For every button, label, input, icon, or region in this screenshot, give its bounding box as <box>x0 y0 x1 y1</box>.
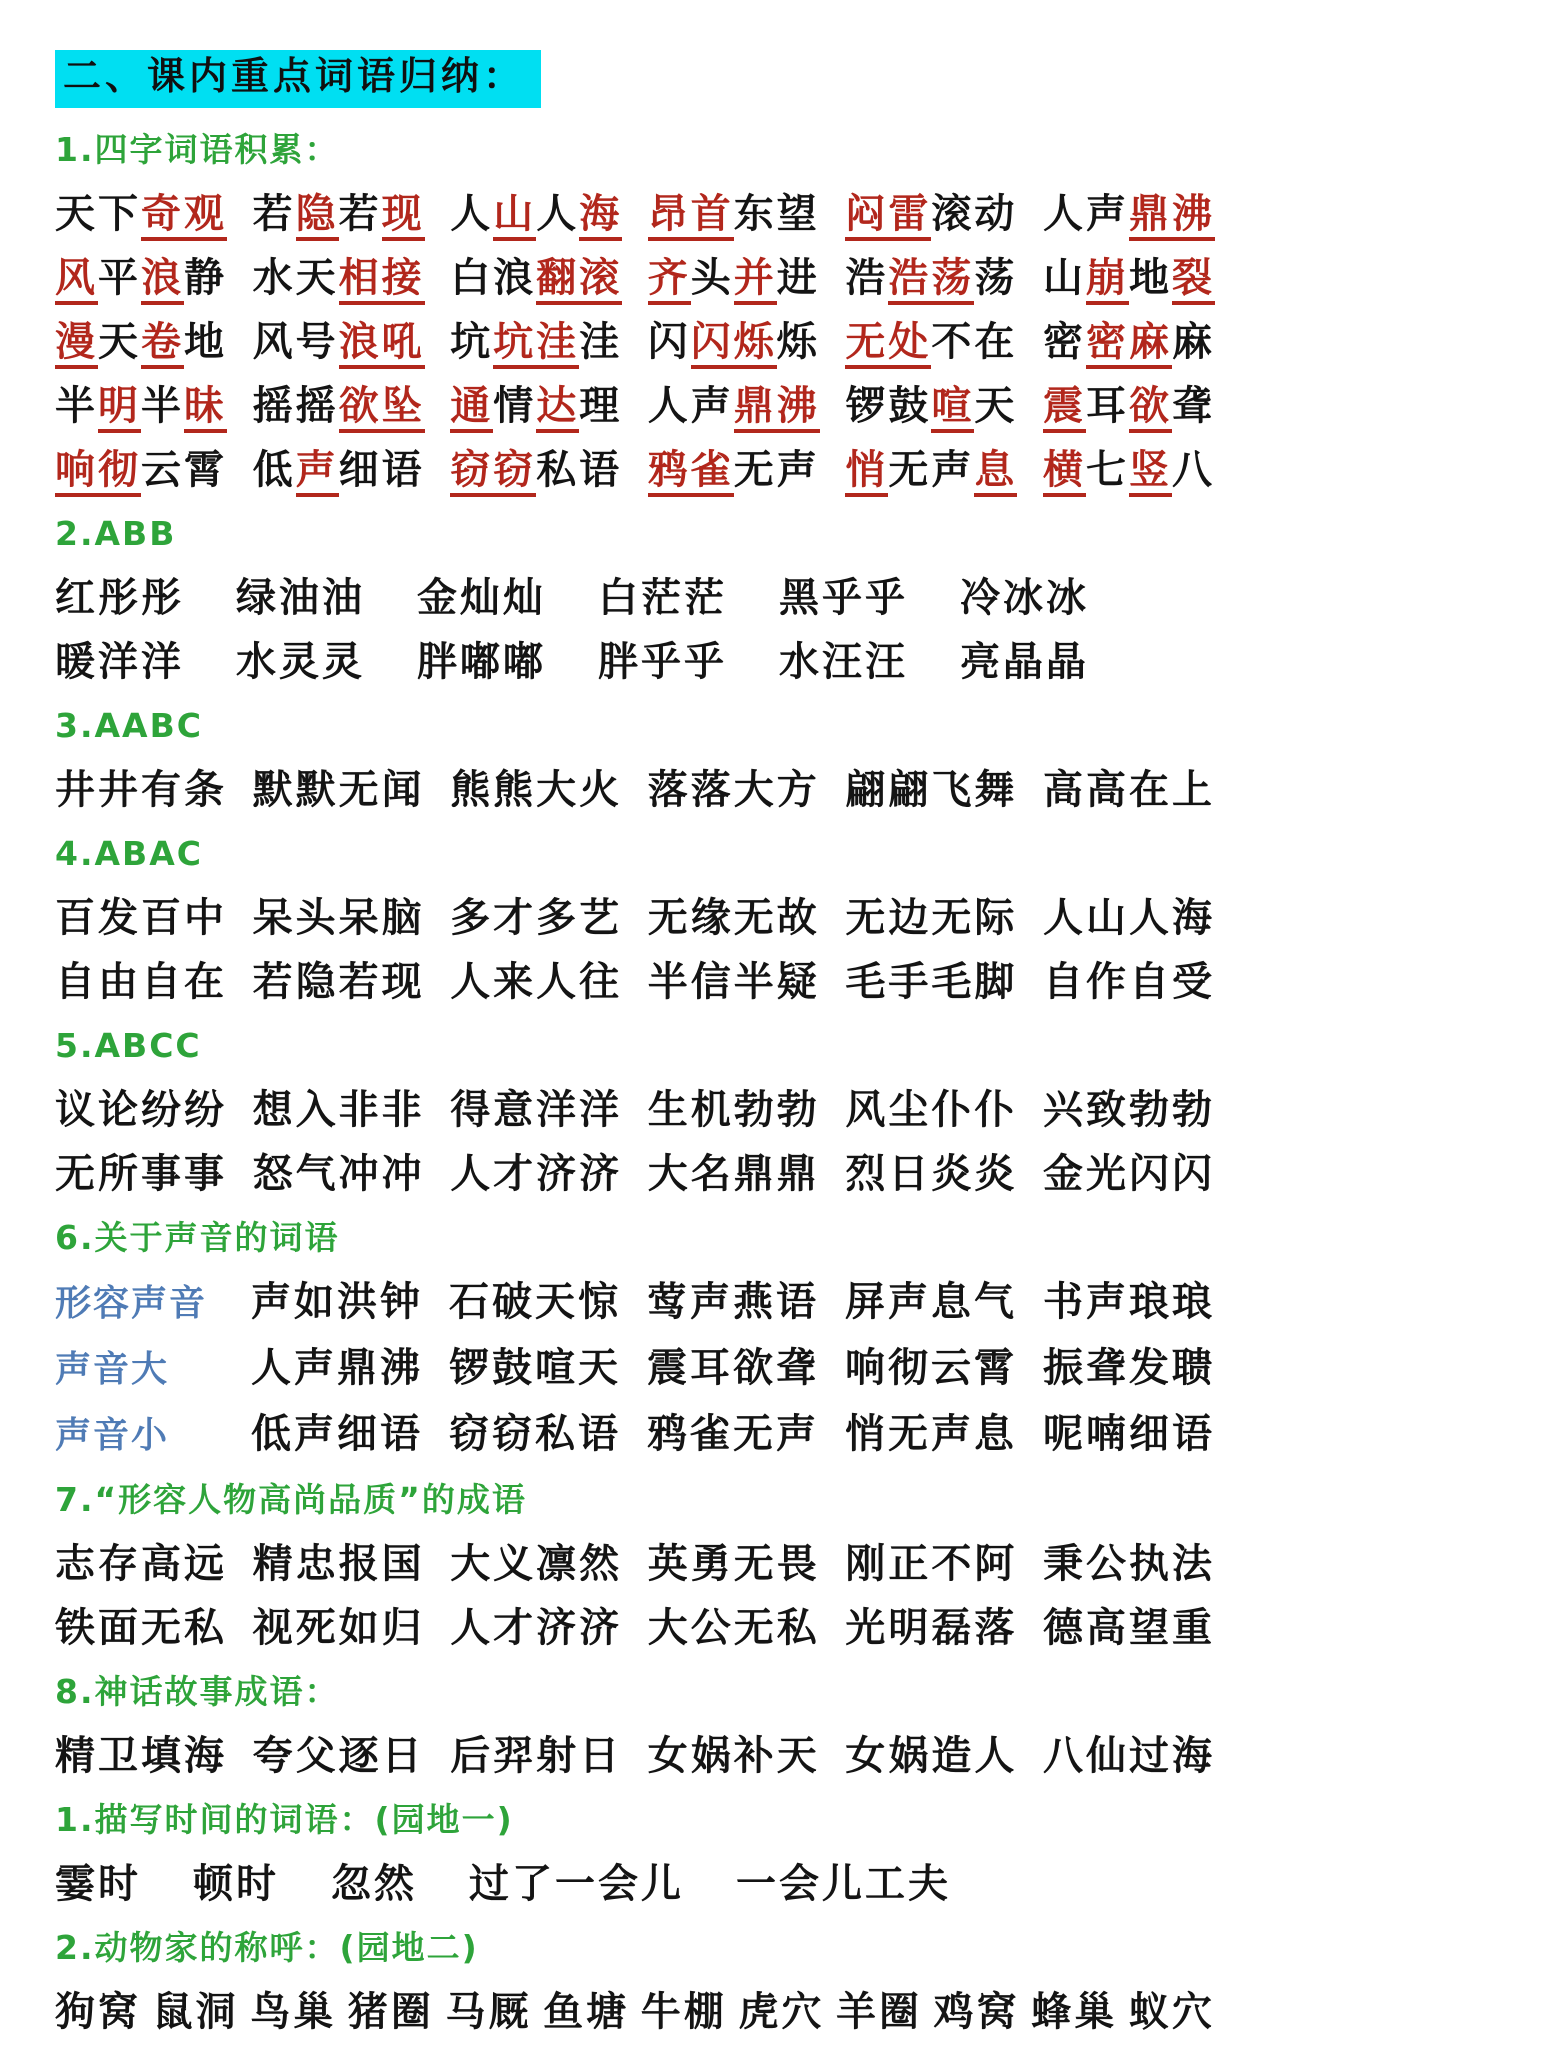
marked-character: 声 <box>296 447 339 497</box>
word: 虎穴 <box>738 1988 825 2035</box>
plain-character: 摇摇 <box>252 382 339 429</box>
word: 霎时 <box>55 1860 141 1907</box>
word <box>450 182 622 246</box>
plain-character: 坑 <box>450 318 494 365</box>
abcc-row <box>55 1078 1215 1142</box>
word: 震耳欲聋 <box>647 1344 819 1391</box>
word: 马厩 <box>445 1988 532 2035</box>
marked-character: 竖 <box>1129 447 1172 497</box>
word: 女娲补天 <box>647 1732 820 1779</box>
words-area <box>251 1336 1215 1400</box>
marked-character: 息 <box>974 447 1017 497</box>
word: 呆头呆脑 <box>252 894 425 941</box>
words-area <box>251 1402 1215 1466</box>
word: 人声鼎沸 <box>251 1344 423 1391</box>
plain-character: 闪 <box>647 318 691 365</box>
word <box>55 438 227 502</box>
word: 人才济济 <box>450 1604 623 1651</box>
word <box>253 246 425 310</box>
page-title: 二、课内重点词语归纳： <box>55 50 541 108</box>
word: 精卫填海 <box>55 1732 227 1779</box>
word <box>845 246 1017 310</box>
word: 秉公执法 <box>1042 1540 1215 1587</box>
word <box>648 246 820 310</box>
word: 高高在上 <box>1042 766 1215 813</box>
plain-character: 云霄 <box>141 446 227 493</box>
marked-character: 窃窃 <box>450 447 536 497</box>
word: 人山人海 <box>1042 894 1215 941</box>
word: 窃窃私语 <box>449 1410 621 1457</box>
word <box>55 182 227 246</box>
plain-character: 天 <box>98 318 141 365</box>
word: 呢喃细语 <box>1043 1410 1215 1457</box>
word: 顿时 <box>193 1860 279 1907</box>
marked-character: 隐 <box>296 191 339 241</box>
word: 金光闪闪 <box>1042 1150 1215 1197</box>
marked-character: 响彻 <box>55 447 141 497</box>
word: 一会儿工夫 <box>736 1860 951 1907</box>
marked-character: 鼎沸 <box>1129 191 1215 241</box>
plain-character: 耳 <box>1085 382 1129 429</box>
plain-character: 不在 <box>931 318 1018 365</box>
abb-heading: 2.ABB <box>55 513 177 553</box>
word: 狗窝 <box>55 1988 141 2035</box>
marked-character: 崩 <box>1086 255 1129 305</box>
word <box>450 310 622 374</box>
myth-idioms-row <box>55 1724 1215 1788</box>
marked-character: 闷雷 <box>845 191 931 241</box>
word: 书声琅琅 <box>1043 1278 1215 1325</box>
plain-character: 理 <box>579 382 623 429</box>
word: 莺声燕语 <box>647 1278 819 1325</box>
word: 水灵灵 <box>236 638 365 685</box>
word: 后羿射日 <box>450 1732 623 1779</box>
plain-character: 地 <box>1128 254 1172 301</box>
marked-character: 漫 <box>55 319 98 369</box>
marked-character: 相接 <box>339 255 425 305</box>
word: 井井有条 <box>55 766 227 813</box>
word: 得意洋洋 <box>450 1086 623 1133</box>
marked-character: 鸦雀 <box>648 447 734 497</box>
words-area <box>251 1270 1215 1334</box>
marked-character: 翻滚 <box>536 255 622 305</box>
abb-row <box>55 630 1215 694</box>
plain-character: 风号 <box>252 318 339 365</box>
word: 屏声息气 <box>845 1278 1017 1325</box>
marked-character: 欲 <box>1129 383 1172 433</box>
plain-character: 八 <box>1171 446 1215 493</box>
word: 德高望重 <box>1042 1604 1215 1651</box>
plain-character: 滚动 <box>931 190 1018 237</box>
word: 生机勃勃 <box>647 1086 820 1133</box>
word: 大义凛然 <box>450 1540 623 1587</box>
word: 刚正不阿 <box>845 1540 1018 1587</box>
word: 自作自受 <box>1042 958 1215 1005</box>
marked-character: 通 <box>450 383 493 433</box>
marked-character: 卷 <box>141 319 184 369</box>
animal-homes-heading: 2.动物家的称呼：(园地二) <box>55 1927 479 1967</box>
word <box>253 310 425 374</box>
noble-quality-idioms-heading: 7.“形容人物高尚品质”的成语 <box>55 1479 527 1519</box>
plain-character: 锣鼓 <box>845 382 932 429</box>
noble-quality-idioms-row <box>55 1532 1215 1596</box>
plain-character: 若 <box>338 190 382 237</box>
word: 暖洋洋 <box>55 638 184 685</box>
plain-character: 七 <box>1085 446 1129 493</box>
marked-character: 齐 <box>648 255 691 305</box>
word: 鸦雀无声 <box>647 1410 819 1457</box>
word <box>450 374 622 438</box>
sound-words-row <box>55 1336 1215 1402</box>
word: 兴致勃勃 <box>1042 1086 1215 1133</box>
word: 锣鼓喧天 <box>449 1344 621 1391</box>
word: 翩翩飞舞 <box>845 766 1018 813</box>
word: 怒气冲冲 <box>252 1150 425 1197</box>
word: 风尘仆仆 <box>845 1086 1018 1133</box>
word: 牛棚 <box>640 1988 727 2035</box>
word: 大名鼎鼎 <box>647 1150 820 1197</box>
word: 冷冰冰 <box>960 574 1089 621</box>
word: 无所事事 <box>55 1150 227 1197</box>
sound-words-row <box>55 1402 1215 1468</box>
plain-character: 水天 <box>252 254 339 301</box>
word: 铁面无私 <box>55 1604 227 1651</box>
abcc-heading: 5.ABCC <box>55 1025 202 1065</box>
word: 羊圈 <box>836 1988 922 2035</box>
marked-character: 海 <box>579 191 622 241</box>
word: 胖嘟嘟 <box>417 638 546 685</box>
word <box>1043 310 1215 374</box>
word <box>845 374 1017 438</box>
marked-character: 浪 <box>141 255 184 305</box>
marked-character: 密麻 <box>1086 319 1172 369</box>
word <box>253 374 425 438</box>
plain-character: 浩 <box>845 254 889 301</box>
plain-character: 烁 <box>776 318 820 365</box>
four-char-words-row <box>55 246 1215 310</box>
marked-character: 无处 <box>845 319 931 369</box>
plain-character: 情 <box>493 382 537 429</box>
plain-character: 无声 <box>733 446 820 493</box>
row-label: 声音小 <box>55 1414 170 1456</box>
marked-character: 喧 <box>931 383 974 433</box>
marked-character: 昂首 <box>648 191 734 241</box>
plain-character: 洼 <box>579 318 623 365</box>
four-char-words-row <box>55 310 1215 374</box>
row-label: 声音大 <box>55 1348 170 1390</box>
word: 八仙过海 <box>1042 1732 1215 1779</box>
sections-container <box>55 118 1215 2044</box>
plain-character: 人声 <box>1042 190 1129 237</box>
word: 红彤彤 <box>55 574 184 621</box>
word: 水汪汪 <box>779 638 908 685</box>
word <box>648 310 820 374</box>
word <box>55 374 227 438</box>
word: 声如洪钟 <box>251 1278 423 1325</box>
plain-character: 天下 <box>55 190 141 237</box>
marked-character: 横 <box>1043 447 1086 497</box>
word <box>648 438 820 502</box>
word: 视死如归 <box>252 1604 425 1651</box>
marked-character: 明 <box>98 383 141 433</box>
word: 默默无闻 <box>252 766 425 813</box>
word: 无缘无故 <box>647 894 820 941</box>
myth-idioms-heading: 8.神话故事成语： <box>55 1671 340 1711</box>
plain-character: 聋 <box>1171 382 1215 429</box>
word: 黑乎乎 <box>779 574 908 621</box>
plain-character: 细语 <box>338 446 425 493</box>
word: 大公无私 <box>647 1604 820 1651</box>
marked-character: 山 <box>493 191 536 241</box>
plain-character: 进 <box>776 254 820 301</box>
four-char-words-heading: 1.四字词语积累： <box>55 129 340 169</box>
plain-character: 东望 <box>733 190 820 237</box>
plain-character: 平 <box>98 254 141 301</box>
word <box>845 182 1017 246</box>
word: 悄无声息 <box>845 1410 1017 1457</box>
word <box>1043 374 1215 438</box>
word: 人来人往 <box>450 958 623 1005</box>
word: 想入非非 <box>252 1086 425 1133</box>
word: 白茫茫 <box>598 574 727 621</box>
word <box>1043 246 1215 310</box>
plain-character: 麻 <box>1171 318 1215 365</box>
marked-character: 风 <box>55 255 98 305</box>
word <box>845 438 1017 502</box>
word: 鸟巢 <box>250 1988 337 2035</box>
aabc-row <box>55 758 1215 822</box>
plain-character: 头 <box>690 254 734 301</box>
word: 蜂巢 <box>1031 1988 1118 2035</box>
plain-character: 低 <box>252 446 296 493</box>
word: 志存高远 <box>55 1540 227 1587</box>
marked-character: 并 <box>734 255 777 305</box>
word: 多才多艺 <box>450 894 623 941</box>
plain-character: 半 <box>141 382 184 429</box>
word: 半信半疑 <box>647 958 820 1005</box>
time-words-row <box>55 1852 1215 1916</box>
four-char-words-row <box>55 182 1215 246</box>
plain-character: 山 <box>1042 254 1086 301</box>
four-char-words-row <box>55 438 1215 502</box>
marked-character: 欲坠 <box>339 383 425 433</box>
plain-character: 人声 <box>647 382 734 429</box>
plain-character: 密 <box>1042 318 1086 365</box>
abac-row <box>55 886 1215 950</box>
plain-character: 静 <box>184 254 227 301</box>
word: 英勇无畏 <box>647 1540 820 1587</box>
time-words-heading: 1.描写时间的词语：(园地一) <box>55 1799 514 1839</box>
aabc-heading: 3.AABC <box>55 705 203 745</box>
word: 人才济济 <box>450 1150 623 1197</box>
plain-character: 天 <box>974 382 1018 429</box>
marked-character: 浩荡 <box>888 255 974 305</box>
word: 鱼塘 <box>543 1988 630 2035</box>
marked-character: 达 <box>536 383 579 433</box>
marked-character: 震 <box>1043 383 1086 433</box>
marked-character: 现 <box>382 191 425 241</box>
word: 绿油油 <box>236 574 365 621</box>
content-area <box>55 50 1215 2044</box>
word: 夸父逐日 <box>252 1732 425 1779</box>
word: 议论纷纷 <box>55 1086 227 1133</box>
sound-words-row <box>55 1270 1215 1336</box>
word: 低声细语 <box>251 1410 423 1457</box>
plain-character: 人 <box>450 190 494 237</box>
word: 忽然 <box>331 1860 417 1907</box>
word: 振聋发聩 <box>1043 1344 1215 1391</box>
word: 熊熊大火 <box>450 766 623 813</box>
plain-character: 半 <box>55 382 98 429</box>
word: 若隐若现 <box>252 958 425 1005</box>
word: 石破天惊 <box>449 1278 621 1325</box>
word: 女娲造人 <box>845 1732 1018 1779</box>
word: 过了一会儿 <box>469 1860 684 1907</box>
word <box>1043 438 1215 502</box>
word <box>648 182 820 246</box>
word: 亮晶晶 <box>960 638 1089 685</box>
abac-row <box>55 950 1215 1014</box>
marked-character: 鼎沸 <box>734 383 820 433</box>
word: 光明磊落 <box>845 1604 1018 1651</box>
word: 金灿灿 <box>417 574 546 621</box>
word <box>55 246 227 310</box>
word <box>648 374 820 438</box>
animal-homes-row <box>55 1980 1215 2044</box>
marked-character: 闪烁 <box>691 319 777 369</box>
marked-character: 坑洼 <box>493 319 579 369</box>
word: 蚁穴 <box>1128 1988 1215 2035</box>
word: 烈日炎炎 <box>845 1150 1018 1197</box>
word <box>845 310 1017 374</box>
row-label: 形容声音 <box>55 1282 208 1324</box>
abac-heading: 4.ABAC <box>55 833 203 873</box>
word <box>1043 182 1215 246</box>
abb-row <box>55 566 1215 630</box>
word <box>55 310 227 374</box>
marked-character: 裂 <box>1172 255 1215 305</box>
title-bar <box>55 50 1215 108</box>
word: 鼠洞 <box>152 1988 239 2035</box>
plain-character: 人 <box>536 190 580 237</box>
word <box>450 438 622 502</box>
word: 百发百中 <box>55 894 227 941</box>
marked-character: 浪吼 <box>339 319 425 369</box>
word: 无边无际 <box>845 894 1018 941</box>
plain-character: 私语 <box>536 446 623 493</box>
word: 精忠报国 <box>252 1540 425 1587</box>
word: 毛手毛脚 <box>845 958 1018 1005</box>
noble-quality-idioms-row <box>55 1596 1215 1660</box>
word: 胖乎乎 <box>598 638 727 685</box>
word: 落落大方 <box>647 766 820 813</box>
word <box>450 246 622 310</box>
marked-character: 悄 <box>845 447 888 497</box>
word <box>253 182 425 246</box>
sound-words-heading: 6.关于声音的词语 <box>55 1217 340 1257</box>
plain-character: 地 <box>184 318 227 365</box>
word <box>253 438 425 502</box>
plain-character: 无声 <box>888 446 975 493</box>
word: 鸡窝 <box>933 1988 1020 2035</box>
plain-character: 白浪 <box>450 254 537 301</box>
four-char-words-row <box>55 374 1215 438</box>
plain-character: 若 <box>252 190 296 237</box>
word: 猪圈 <box>347 1988 434 2035</box>
marked-character: 奇观 <box>141 191 227 241</box>
abcc-row <box>55 1142 1215 1206</box>
plain-character: 荡 <box>974 254 1018 301</box>
marked-character: 昧 <box>184 383 227 433</box>
word: 响彻云霄 <box>845 1344 1017 1391</box>
word: 自由自在 <box>55 958 227 1005</box>
